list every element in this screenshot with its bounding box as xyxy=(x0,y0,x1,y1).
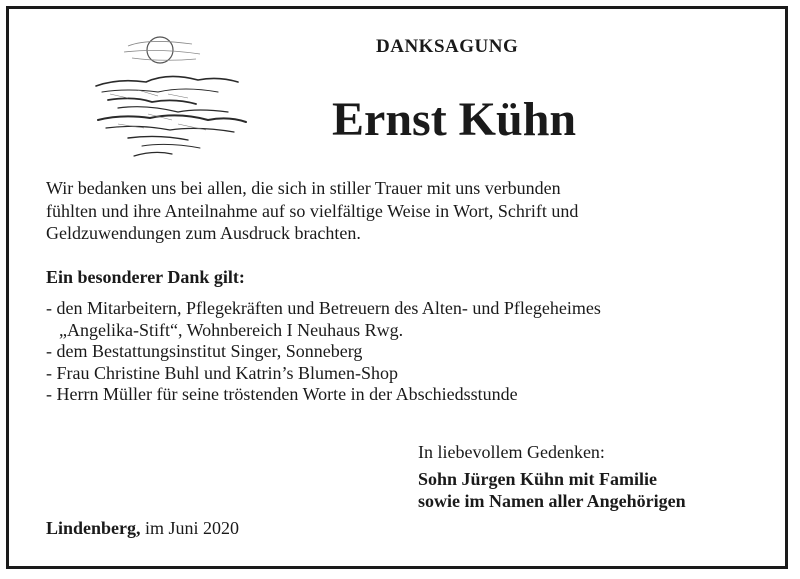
deceased-name: Ernst Kühn xyxy=(332,93,577,146)
family-line: sowie im Namen aller Angehörigen xyxy=(418,491,686,511)
sun-landscape-illustration xyxy=(88,28,248,168)
list-item: - den Mitarbeitern, Pflegekräften und Betreuern des Alten- und Pflegeheimes xyxy=(46,298,601,318)
intro-line: Geldzuwendungen zum Ausdruck brachten. xyxy=(46,223,361,243)
list-item: - dem Bestattungsinstitut Singer, Sonneberg xyxy=(46,341,363,361)
family-line: Sohn Jürgen Kühn mit Familie xyxy=(418,469,658,489)
sun-icon xyxy=(147,37,173,63)
place-date xyxy=(46,518,239,539)
list-item-continuation: „Angelika-Stift“, Wohnbereich I Neuhaus Rwg. xyxy=(59,319,404,340)
gedenken-line: In liebevollem Gedenken: xyxy=(418,442,605,462)
thanks-title: Ein besonderer Dank gilt: xyxy=(46,267,245,287)
family-signature xyxy=(418,468,686,512)
notice-heading: DANKSAGUNG xyxy=(376,36,519,57)
intro-paragraph xyxy=(46,177,578,245)
list-item: - Herrn Müller für seine tröstenden Worte in der Abschiedsstunde xyxy=(46,384,518,404)
place-name: Lindenberg, xyxy=(46,518,141,538)
thanks-list xyxy=(46,298,601,406)
intro-line: fühlten und ihre Anteilnahme auf so vielfältige Weise in Wort, Schrift und xyxy=(46,200,579,221)
date-text: im Juni 2020 xyxy=(145,518,240,538)
list-item: - Frau Christine Buhl und Katrin’s Blumen-Shop xyxy=(46,362,398,383)
intro-line: Wir bedanken uns bei allen, die sich in stiller Trauer mit uns verbunden xyxy=(46,178,561,198)
